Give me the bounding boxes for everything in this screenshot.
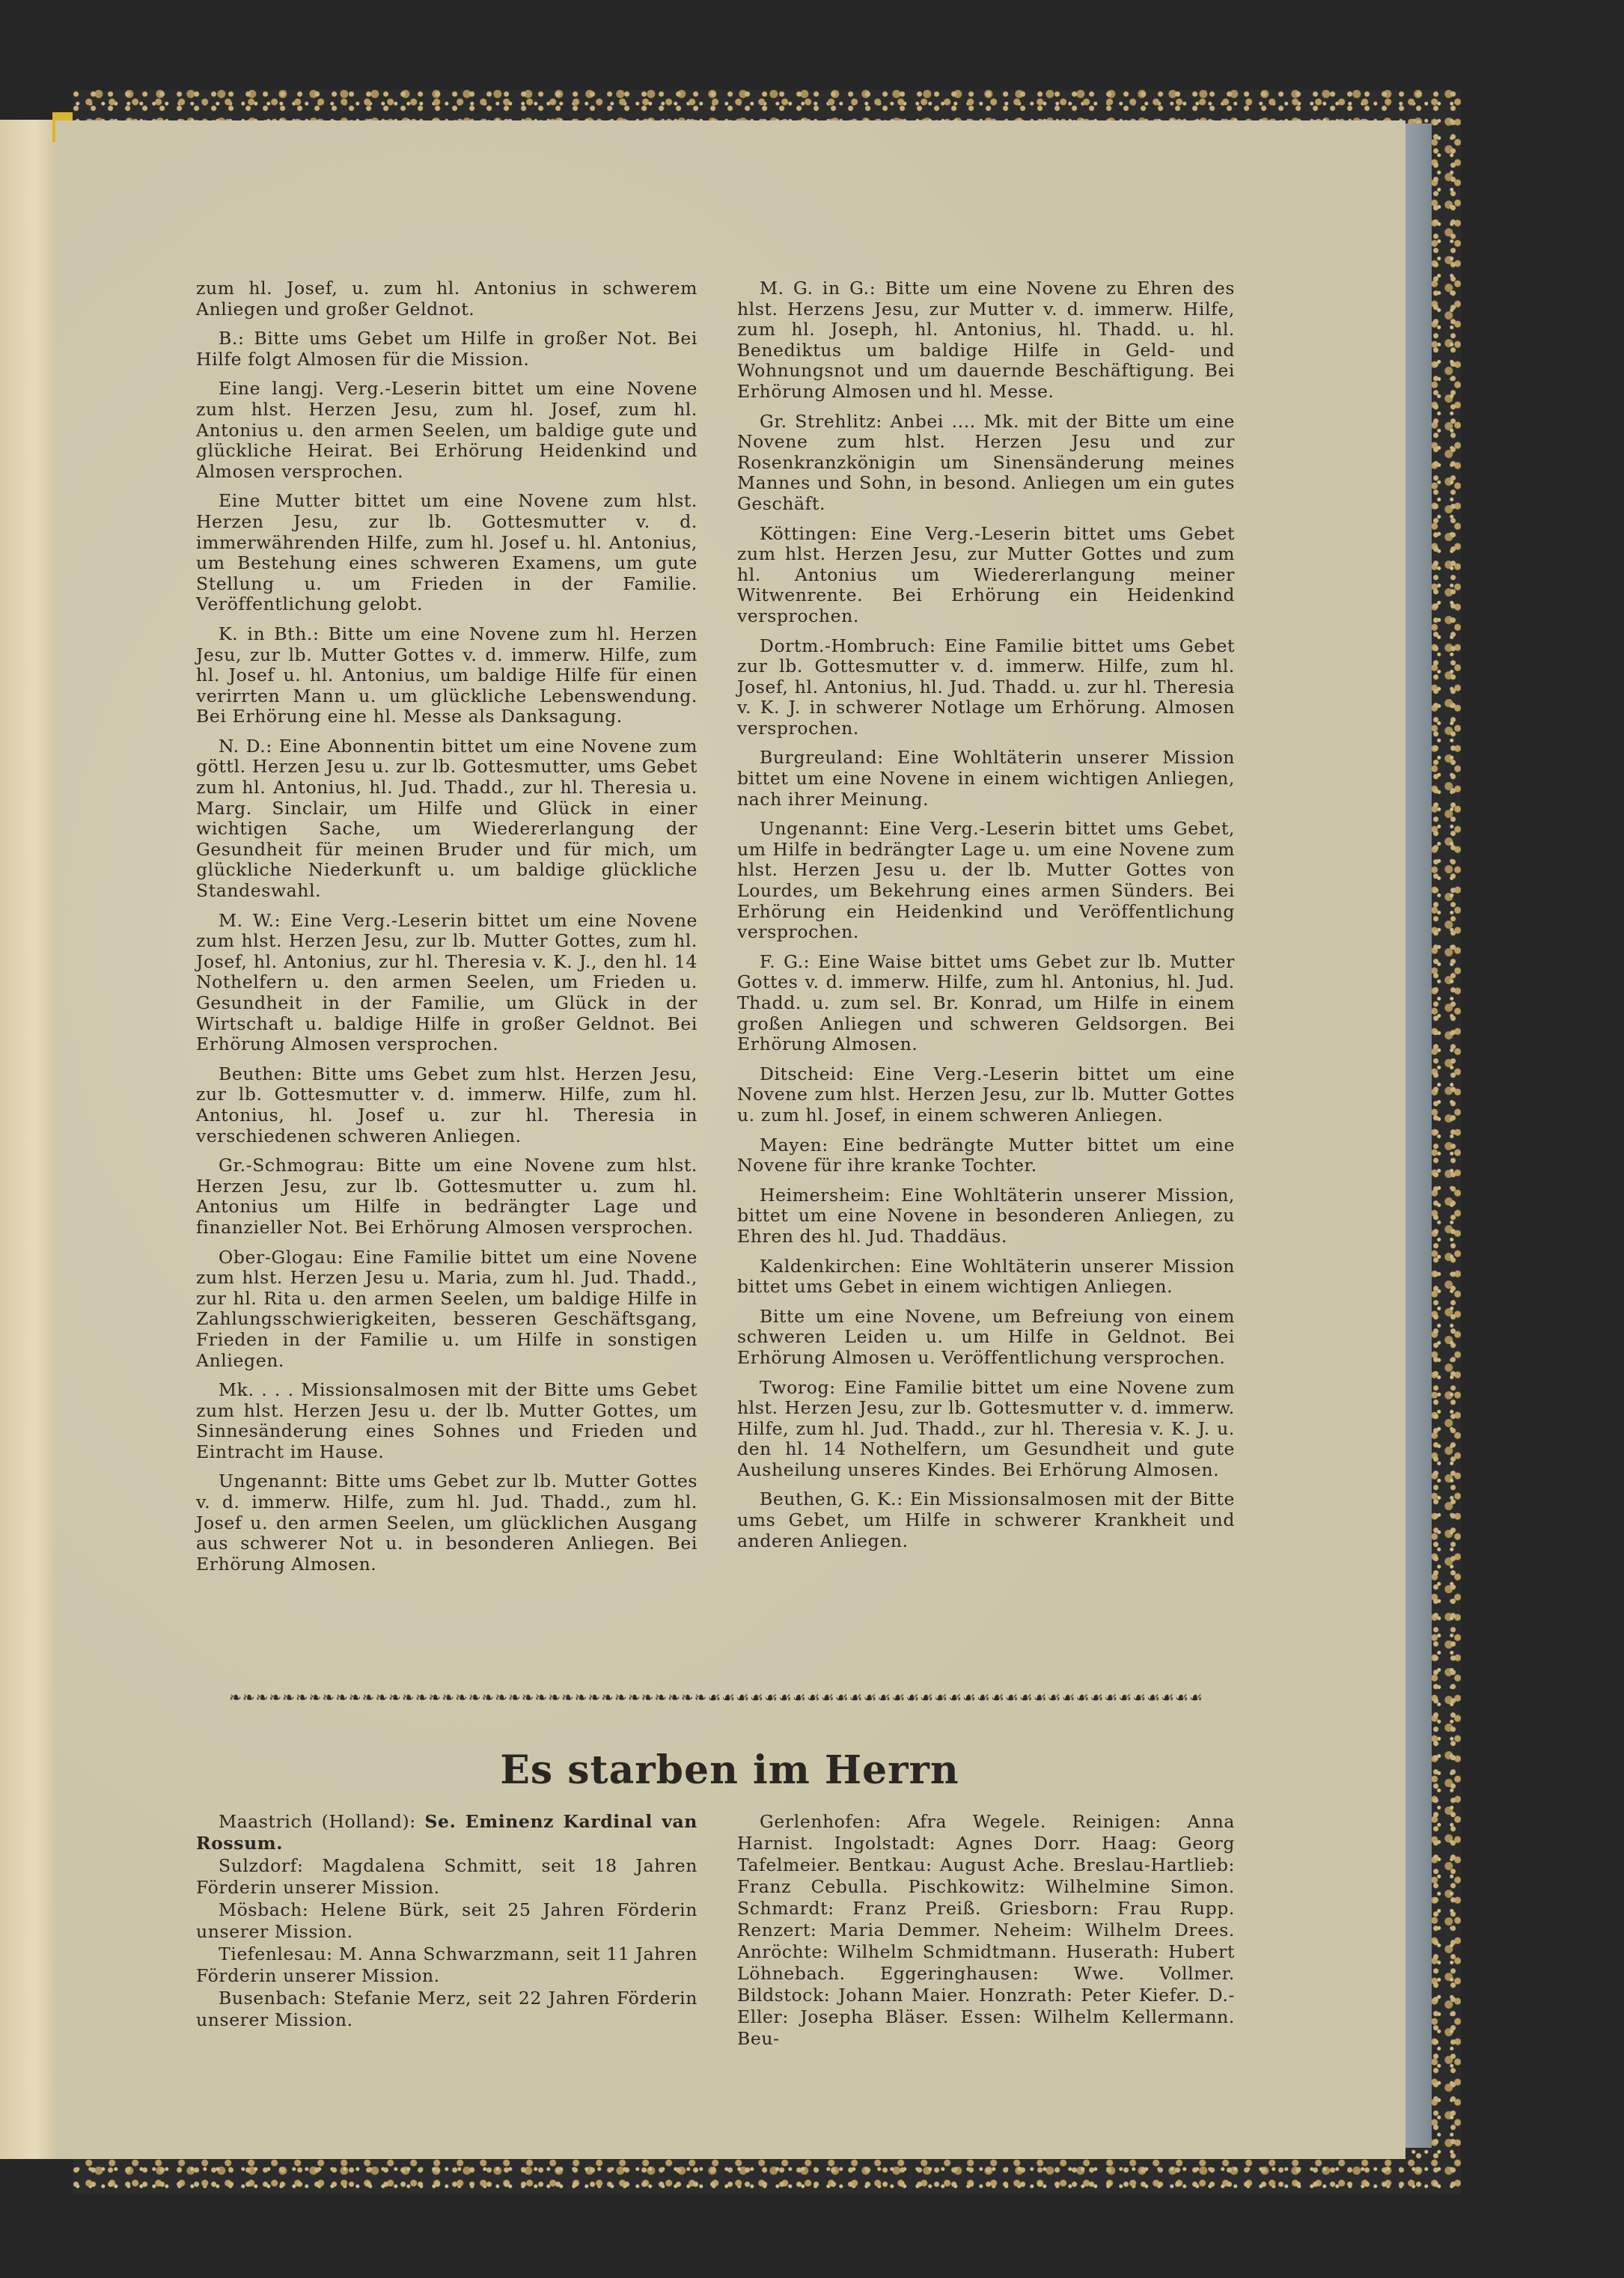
prayer-request-paragraph: B.: Bitte ums Gebet um Hilfe in großer Not. Bei Hilfe folgt Almosen für die Mission. [196,328,697,370]
obituary-entry: Busenbach: Stefanie Merz, seit 22 Jahren Förderin unserer Mission. [196,1988,697,2030]
obituary-place: Maastrich (Holland): [219,1811,425,1832]
prayer-request-paragraph: N. D.: Eine Abonnentin bittet um eine Novene zum göttl. Herzen Jesu u. zur lb. Gottesmutter, ums Gebet zum hl. Antonius, hl. Jud. Thadd., zur hl. Theresia u. Marg. Sinclair, um Hilfe und Glück in einer wichtigen Sache, um Wiedererlangung der Gesundheit für meinen Bruder und für mich, um glückliche Niederkunft u. um baldige glückliche Standeswahl. [196,735,697,902]
prayer-request-paragraph: Tworog: Eine Familie bittet um eine Novene zum hlst. Herzen Jesu, zur lb. Gottesmutter v. d. immerw. Hilfe, zum hl. Jud. Thadd., zur hl. Theresia v. K. J. u. den hl. 14 Nothelfern, um Gesundheit und gute Ausheilung unseres Kindes. Bei Erhörung Almosen. [737,1376,1235,1480]
prayer-request-paragraph: Mk. . . . Missionsalmosen mit der Bitte ums Gebet zum hlst. Herzen Jesu u. der lb. Mutter Gottes, um Sinnesänderung eines Sohnes und Frieden und Eintracht im Hause. [196,1379,697,1462]
obituary-heading: Es starben im Herrn [500,1747,959,1793]
obituary-entry [196,1811,697,1854]
prayer-request-paragraph: Eine langj. Verg.-Leserin bittet um eine Novene zum hlst. Herzen Jesu, zum hl. Josef, zum hl. Antonius u. den armen Seelen, um baldige gute und glückliche Heirat. Bei Erhörung Heidenkind und Almosen versprochen. [196,378,697,482]
prayer-request-paragraph: Kaldenkirchen: Eine Wohltäterin unserer Mission bittet ums Gebet in einem wichtigen Anliegen. [737,1255,1235,1298]
prayer-request-paragraph: Bitte um eine Novene, um Befreiung von einem schweren Leiden u. um Hilfe in Geldnot. Bei Erhörung Almosen u. Veröffentlichung versprochen. [737,1305,1235,1368]
prayer-request-paragraph: Ungenannt: Eine Verg.-Leserin bittet ums Gebet, um Hilfe in bedrängter Lage u. um eine Novene zum hlst. Herzen Jesu u. der lb. Mutter Gottes von Lourdes, um Bekehrung eines armen Sünders. Bei Erhörung ein Heidenkind und Veröffentlichung versprochen. [737,818,1235,943]
prayer-request-paragraph: Heimersheim: Eine Wohltäterin unserer Mission, bittet um eine Novene in besonderen Anliegen, zu Ehren des hl. Jud. Thaddäus. [737,1184,1235,1247]
prayer-request-paragraph: Mayen: Eine bedrängte Mutter bittet um eine Novene für ihre kranke Tochter. [737,1134,1235,1176]
prayer-request-paragraph: Eine Mutter bittet um eine Novene zum hlst. Herzen Jesu, zur lb. Gottesmutter v. d. immerwährenden Hilfe, zum hl. Josef u. hl. Antonius, um Bestehung eines schweren Examens, um gute Stellung u. um Frieden in der Familie. Veröffentlichung gelobt. [196,490,697,615]
prayer-request-paragraph: M. W.: Eine Verg.-Leserin bittet um eine Novene zum hlst. Herzen Jesu, zur lb. Mutter Gottes, zum hl. Josef, hl. Antonius, zur hl. Theresia v. K. J., den hl. 14 Nothelfern u. den armen Seelen, um Frieden u. Gesundheit in der Familie, um Glück in der Wirtschaft u. baldige Hilfe in großer Geldnot. Bei Erhörung Almosen versprochen. [196,909,697,1055]
prayer-request-paragraph: Ditscheid: Eine Verg.-Leserin bittet um eine Novene zum hlst. Herzen Jesu, zur lb. Mutter Gottes u. zum hl. Josef, in einem schweren Anliegen. [737,1063,1235,1126]
prayer-request-paragraph: K. in Bth.: Bitte um eine Novene zum hl. Herzen Jesu, zur lb. Mutter Gottes v. d. immerw. Hilfe, zum hl. Josef u. hl. Antonius, um baldige Hilfe für einen verirrten Mann u. um glückliche Lebenswendung. Bei Erhörung eine hl. Messe als Danksagung. [196,623,697,727]
prayer-requests-left-column [196,278,697,1584]
prayer-request-paragraph: Gr.-Schmograu: Bitte um eine Novene zum hlst. Herzen Jesu, zur lb. Gottesmutter u. zum hl. Antonius um Hilfe in bedrängter Lage und finanzieller Not. Bei Erhörung Almosen versprochen. [196,1155,697,1238]
obituary-list: Gerlenhofen: Afra Wegele. Reinigen: Anna Harnist. Ingolstadt: Agnes Dorr. Haag: Georg Tafelmeier. Bentkau: August Ache. Breslau-Hartlieb: Franz Cebulla. Pischkowitz: Wilhelmine Simon. Schmardt: Franz Preiß. Griesborn: Frau Rupp. Renzert: Maria Demmer. Neheim: Wilhelm Drees. Anröchte: Wilhelm Schmidtmann. Huserath: Hubert Löhnebach. Eggeringhausen: Wwe. Vollmer. Bildstock: Johann Maier. Honzrath: Peter Kiefer. D.-Eller: Josepha Bläser. Essen: Wilhelm Kellermann. Beu- [737,1811,1235,2049]
prayer-request-paragraph: M. G. in G.: Bitte um eine Novene zu Ehren des hlst. Herzens Jesu, zur Mutter v. d. immerw. Hilfe, zum hl. Joseph, hl. Antonius, hl. Thadd. u. hl. Benediktus um baldige Hilfe in Geld- und Wohnungsnot und um dauernde Beschäftigung. Bei Erhörung Almosen und hl. Messe. [737,278,1235,402]
obituary-entry: Tiefenlesau: M. Anna Schwarzmann, seit 11 Jahren Förderin unserer Mission. [196,1943,697,1986]
prayer-request-paragraph: Ober-Glogau: Eine Familie bittet um eine Novene zum hlst. Herzen Jesu u. Maria, zum hl. Jud. Thadd., zur hl. Rita u. den armen Seelen, um baldige Hilfe in Zahlungsschwierigkeiten, besseren Geschäftsgang, Frieden in der Familie u. um Hilfe in sonstigen Anliegen. [196,1246,697,1371]
prayer-request-paragraph: zum hl. Josef, u. zum hl. Antonius in schwerem Anliegen und großer Geldnot. [196,278,697,320]
prayer-request-paragraph: F. G.: Eine Waise bittet ums Gebet zur lb. Mutter Gottes v. d. immerw. Hilfe, zum hl. Antonius, hl. Jud. Thadd. u. zum sel. Br. Konrad, um Hilfe in einem großen Anliegen und schweren Geldsorgen. Bei Erhörung Almosen. [737,950,1235,1055]
obituary-left-column [196,1811,697,2032]
prayer-requests-right-column [737,278,1235,1560]
prayer-request-paragraph: Dortm.-Hombruch: Eine Familie bittet ums Gebet zur lb. Gottesmutter v. d. immerw. Hilfe, zum hl. Josef, hl. Antonius, hl. Jud. Thadd. u. zur hl. Theresia v. K. J. in schwerer Notlage um Erhörung. Almosen versprochen. [737,635,1235,739]
obituary-name-bold: Se. Eminenz Kardinal van Rossum. [196,1811,697,1854]
prayer-request-paragraph: Gr. Strehlitz: Anbei .... Mk. mit der Bitte um eine Novene zum hlst. Herzen Jesu und zur Rosenkranzkönigin um Sinensänderung meines Mannes und Sohn, in besond. Anliegen um ein gutes Geschäft. [737,410,1235,514]
obituary-right-column [737,1811,1235,2059]
facing-page-edge [0,120,58,2159]
prayer-request-paragraph: Ungenannt: Bitte ums Gebet zur lb. Mutter Gottes v. d. immerw. Hilfe, zum hl. Jud. Thadd., zum hl. Josef u. den armen Seelen, um glücklichen Ausgang aus schwerer Not u. in besonderen Anliegen. Bei Erhörung Almosen. [196,1471,697,1575]
page-edge-strip [1402,123,1432,2148]
obituary-entry: Sulzdorf: Magdalena Schmitt, seit 18 Jahren Förderin unserer Mission. [196,1855,697,1898]
prayer-request-paragraph: Beuthen: Bitte ums Gebet zum hlst. Herzen Jesu, zur lb. Gottesmutter v. d. immerw. Hilfe, zum hl. Antonius, hl. Josef u. zur hl. Theresia in verschiedenen schweren Anliegen. [196,1063,697,1146]
prayer-request-paragraph: Köttingen: Eine Verg.-Leserin bittet ums Gebet zum hlst. Herzen Jesu, zur Mutter Gottes und zum hl. Antonius um Wiedererlangung meiner Witwenrente. Bei Erhörung ein Heidenkind versprochen. [737,522,1235,626]
prayer-request-paragraph: Burgreuland: Eine Wohltäterin unserer Mission bittet um eine Novene in einem wichtigen Anliegen, nach ihrer Meinung. [737,747,1235,810]
prayer-request-paragraph: Beuthen, G. K.: Ein Missionsalmosen mit der Bitte ums Gebet, um Hilfe in schwerer Krankheit und anderen Anliegen. [737,1488,1235,1551]
obituary-entry: Mösbach: Helene Bürk, seit 25 Jahren Förderin unserer Mission. [196,1899,697,1942]
ornamental-divider: ❧❧❧❧❧❧❧❧❧❧❧❧❧❧❧❧❧❧❧❧❧❧❧❧❧❧❧❧❧❧❧❧❧❧❧❧☙☙☙☙☙☙☙☙☙☙☙☙☙☙☙☙☙☙☙☙☙☙☙☙☙☙☙☙☙☙☙☙☙☙☙ [229,1688,1203,1706]
